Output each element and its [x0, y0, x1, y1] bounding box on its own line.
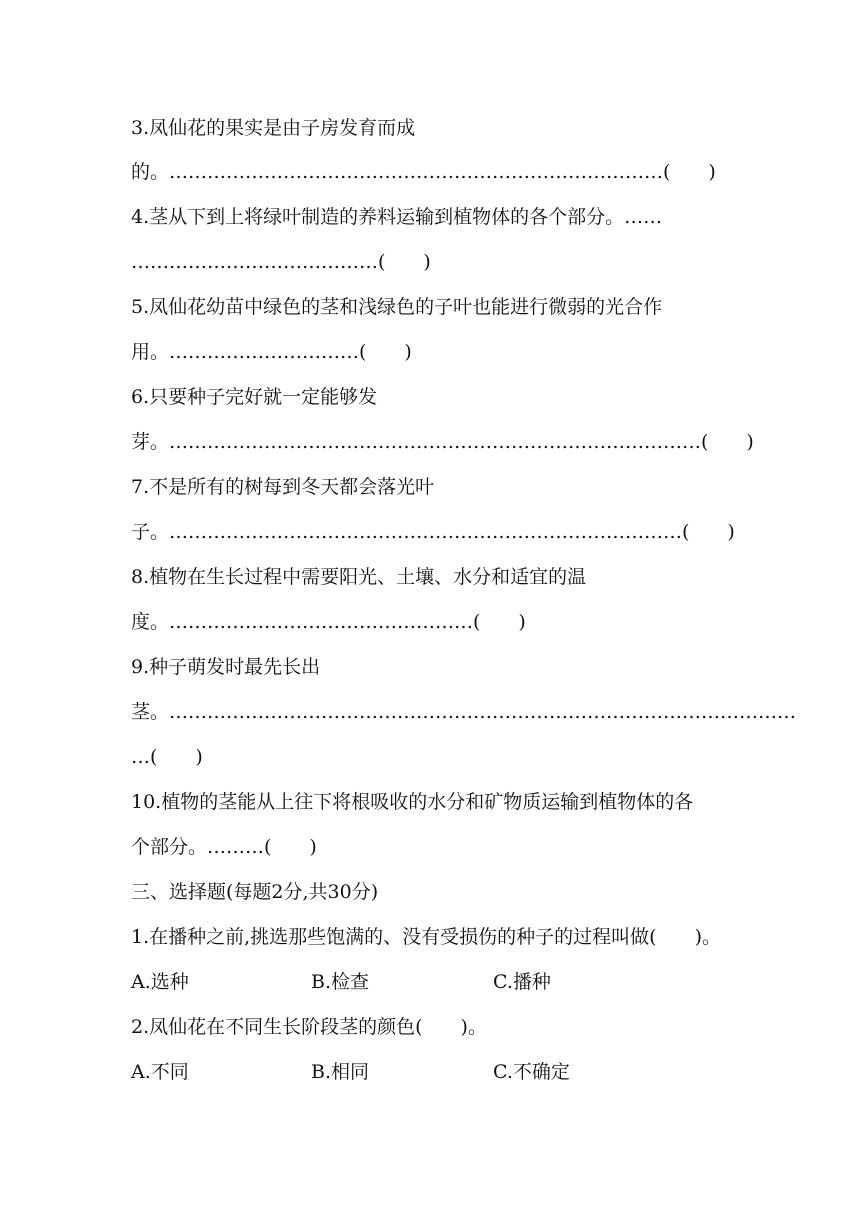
option-b: B.相同 — [311, 1061, 370, 1083]
tf-question-4: 4.茎从下到上将绿叶制造的养料运输到植物体的各个部分。…… — [131, 206, 663, 228]
tf-question-7-cont: 子。………………………………………………………………………( ) — [131, 521, 735, 543]
section-heading-choice: 三、选择题(每题2分,共30分) — [131, 881, 379, 903]
tf-question-9: 9.种子萌发时最先长出 — [131, 656, 321, 678]
tf-question-5-cont: 用。…………………………( ) — [131, 341, 412, 363]
tf-question-6-cont: 芽。…………………………………………………………………………( ) — [131, 431, 754, 453]
option-b: B.检查 — [311, 971, 370, 993]
tf-question-10-cont: 个部分。………( ) — [131, 836, 317, 858]
tf-question-3: 3.凤仙花的果实是由子房发育而成 — [131, 117, 416, 139]
tf-question-6: 6.只要种子完好就一定能够发 — [131, 386, 378, 408]
mc-question-1: 1.在播种之前,挑选那些饱满的、没有受损伤的种子的过程叫做( )。 — [131, 926, 721, 948]
tf-question-5: 5.凤仙花幼苗中绿色的茎和浅绿色的子叶也能进行微弱的光合作 — [131, 296, 663, 318]
tf-question-3-cont: 的。……………………………………………………………………( ) — [131, 161, 716, 183]
option-a: A.不同 — [131, 1061, 189, 1083]
option-a: A.选种 — [131, 971, 189, 993]
tf-question-9-cont: 茎。……………………………………………………………………………………… — [131, 701, 797, 723]
tf-question-4-cont: …………………………………( ) — [131, 251, 431, 273]
option-c: C.播种 — [493, 971, 551, 993]
tf-question-10: 10.植物的茎能从上往下将根吸收的水分和矿物质运输到植物体的各 — [131, 791, 694, 813]
option-c: C.不确定 — [493, 1061, 570, 1083]
tf-question-8-cont: 度。…………………………………………( ) — [131, 611, 526, 633]
mc-question-2: 2.凤仙花在不同生长阶段茎的颜色( )。 — [131, 1016, 487, 1038]
tf-question-9-end: …( ) — [131, 746, 203, 768]
tf-question-8: 8.植物在生长过程中需要阳光、土壤、水分和适宜的温 — [131, 566, 587, 588]
tf-question-7: 7.不是所有的树每到冬天都会落光叶 — [131, 476, 435, 498]
